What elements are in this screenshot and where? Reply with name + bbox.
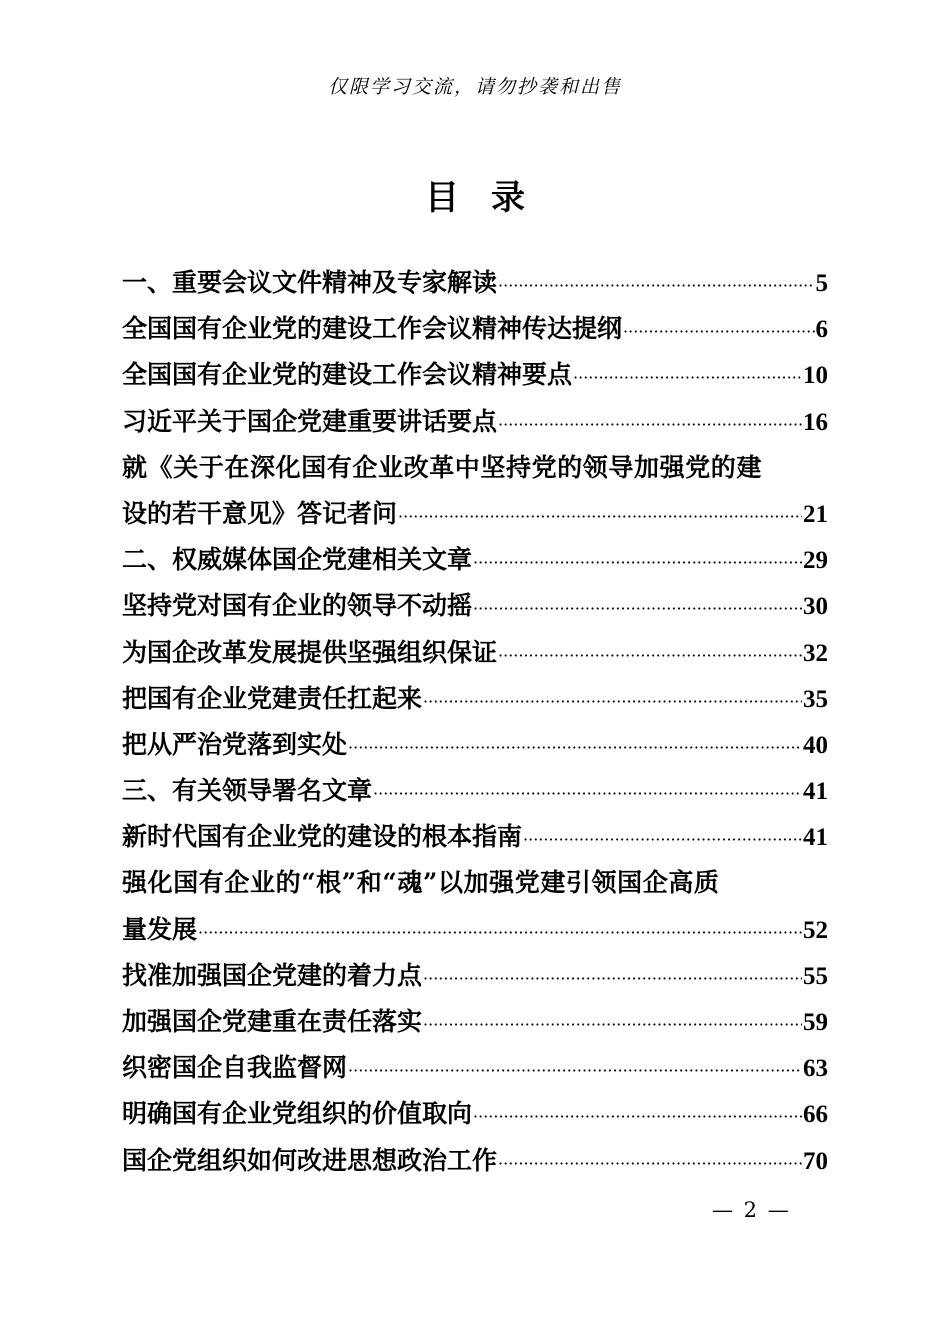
- toc-entry-page: 35: [803, 685, 828, 713]
- toc-leader-dots: [473, 540, 802, 586]
- toc-entry-title: 找准加强国企党建的着力点: [122, 960, 423, 990]
- toc-leader-dots: [473, 1094, 802, 1140]
- toc-entry-page: 30: [803, 593, 828, 621]
- toc-leader-dots: [498, 1141, 802, 1187]
- toc-leader-dots: [523, 817, 802, 863]
- toc-entry-page: 41: [803, 778, 828, 806]
- toc-entry[interactable]: [122, 907, 828, 953]
- toc-entry[interactable]: [122, 399, 828, 445]
- page-title: 目录: [425, 178, 557, 218]
- toc-entry[interactable]: [122, 722, 828, 768]
- toc-entry[interactable]: [122, 1091, 828, 1137]
- toc-entry-title: 明确国有企业党组织的价值取向: [122, 1099, 473, 1129]
- toc-entry-title: 把国有企业党建责任扛起来: [122, 683, 423, 713]
- toc-entry-title: 一、重要会议文件精神及专家解读: [122, 268, 498, 297]
- toc-leader-dots: [573, 355, 802, 401]
- toc-entry-title: 习近平关于国企党建重要讲话要点: [122, 406, 498, 436]
- toc-entry[interactable]: [122, 814, 828, 860]
- toc-entry-page: 16: [803, 408, 828, 436]
- toc-entry-page: 63: [803, 1055, 828, 1083]
- toc-leader-dots: [498, 402, 802, 448]
- toc-leader-dots: [373, 771, 802, 817]
- toc-entry-page: 55: [803, 962, 828, 990]
- toc-entry-title: 坚持党对国有企业的领导不动摇: [122, 591, 473, 621]
- toc-entry[interactable]: [122, 860, 828, 906]
- toc-leader-dots: [198, 910, 802, 956]
- toc-entry[interactable]: [122, 768, 828, 814]
- toc-entry[interactable]: [122, 260, 828, 306]
- toc-entry-page: 70: [803, 1147, 828, 1175]
- toc-entry[interactable]: [122, 1045, 828, 1091]
- toc-entry-page: 66: [803, 1101, 828, 1129]
- toc-entry-title: 全国国有企业党的建设工作会议精神传达提纲: [122, 314, 623, 344]
- toc-leader-dots: [623, 309, 814, 355]
- toc-entry-title: 为国企改革发展提供坚强组织保证: [122, 637, 498, 667]
- toc-entry[interactable]: [122, 445, 828, 491]
- toc-entry-page: 29: [803, 547, 828, 575]
- toc-entry-title: 量发展: [122, 914, 198, 944]
- toc-entry[interactable]: [122, 953, 828, 999]
- toc-entry-page: 52: [803, 916, 828, 944]
- toc-entry[interactable]: [122, 676, 828, 722]
- page-number: — 2 —: [712, 1198, 791, 1222]
- toc-entry-page: 5: [815, 270, 828, 297]
- toc-leader-dots: [473, 586, 802, 632]
- toc-entry[interactable]: [122, 352, 828, 398]
- toc-entry-page: 40: [803, 731, 828, 759]
- toc-leader-dots: [498, 633, 802, 679]
- toc-entry-title: 加强国企党建重在责任落实: [122, 1007, 423, 1036]
- table-of-contents: [122, 260, 828, 1184]
- toc-entry-title: 织密国企自我监督网: [122, 1053, 348, 1083]
- toc-entry-title: 国企党组织如何改进思想政治工作: [122, 1145, 498, 1175]
- toc-entry-title: 新时代国有企业党的建设的根本指南: [122, 822, 523, 852]
- toc-entry-title: 全国国有企业党的建设工作会议精神要点: [122, 360, 573, 390]
- toc-entry[interactable]: [122, 1138, 828, 1184]
- toc-entry-title: 二、权威媒体国企党建相关文章: [122, 545, 473, 575]
- toc-entry-title: 就《关于在深化国有企业改革中坚持党的领导加强党的建: [122, 452, 763, 482]
- toc-leader-dots: [423, 1002, 802, 1048]
- toc-entry[interactable]: [122, 999, 828, 1045]
- toc-entry[interactable]: [122, 583, 828, 629]
- header-note: 仅限学习交流，请勿抄袭和出售: [327, 76, 622, 98]
- toc-leader-dots: [423, 956, 802, 1002]
- toc-leader-dots: [498, 263, 814, 309]
- toc-leader-dots: [398, 494, 802, 540]
- toc-entry-title: 强化国有企业的“根”和“魂”以加强党建引领国企高质: [122, 868, 720, 898]
- toc-entry-page: 6: [815, 316, 828, 344]
- toc-entry-page: 32: [803, 639, 828, 667]
- toc-entry-title: 三、有关领导署名文章: [122, 776, 373, 806]
- toc-entry[interactable]: [122, 630, 828, 676]
- toc-entry[interactable]: [122, 306, 828, 352]
- toc-entry-page: 59: [803, 1009, 828, 1036]
- toc-entry[interactable]: [122, 491, 828, 537]
- toc-entry[interactable]: [122, 537, 828, 583]
- toc-entry-page: 41: [803, 824, 828, 852]
- toc-entry-page: 21: [803, 500, 828, 528]
- toc-leader-dots: [348, 725, 802, 771]
- toc-leader-dots: [348, 1048, 802, 1094]
- toc-entry-title: 设的若干意见》答记者问: [122, 498, 398, 528]
- toc-entry-title: 把从严治党落到实处: [122, 729, 348, 759]
- toc-entry-page: 10: [803, 362, 828, 390]
- toc-leader-dots: [423, 679, 802, 725]
